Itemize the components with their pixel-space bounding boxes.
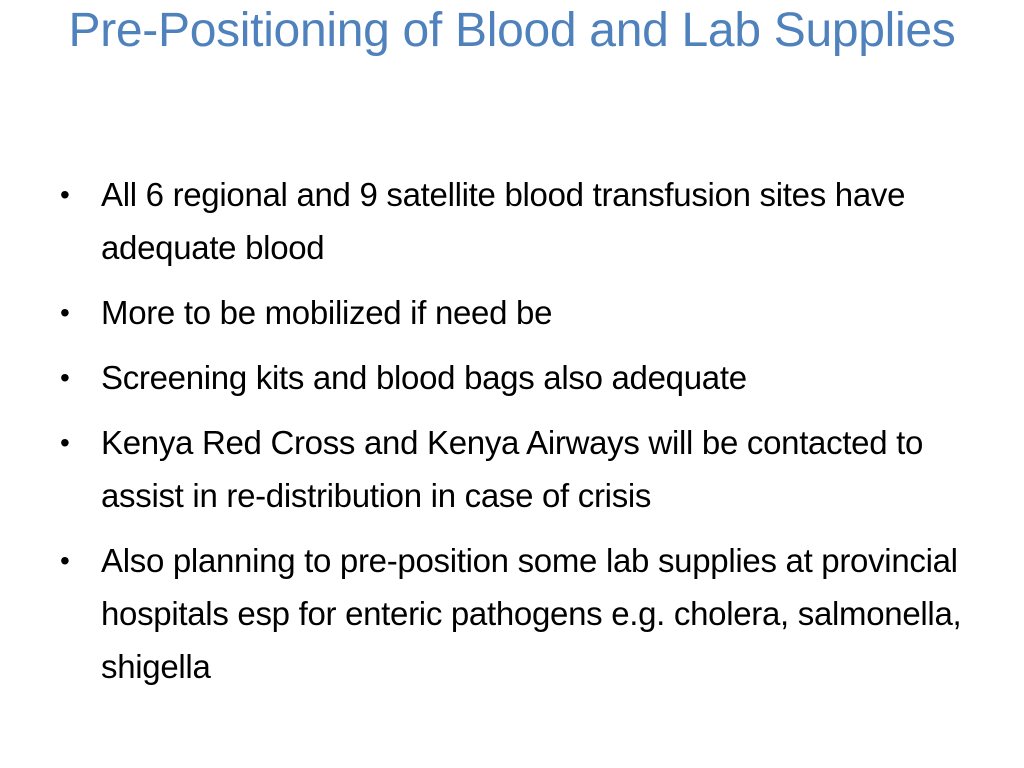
bullet-item xyxy=(56,168,976,274)
slide-title: Pre-Positioning of Blood and Lab Supplies xyxy=(68,4,956,57)
bullet-item xyxy=(56,351,976,404)
bullet-text: All 6 regional and 9 satellite blood transfusion sites have adequate blood xyxy=(101,176,906,266)
bullet-icon: • xyxy=(60,179,70,210)
bullet-item xyxy=(56,534,976,693)
bullet-list xyxy=(56,168,976,705)
bullet-item xyxy=(56,286,976,339)
bullet-text: More to be mobilized if need be xyxy=(101,294,553,331)
bullet-icon: • xyxy=(60,427,70,458)
bullet-text: Screening kits and blood bags also adequate xyxy=(101,359,747,396)
bullet-icon: • xyxy=(60,297,70,328)
bullet-icon: • xyxy=(60,545,70,576)
bullet-text: Also planning to pre-position some lab supplies at provincial hospitals esp for enteric pathogens e.g. cholera, salmonella, shigella xyxy=(101,542,962,685)
bullet-icon: • xyxy=(60,362,70,393)
bullet-text: Kenya Red Cross and Kenya Airways will be contacted to assist in re-distribution in case of crisis xyxy=(101,424,924,514)
bullet-item xyxy=(56,416,976,522)
